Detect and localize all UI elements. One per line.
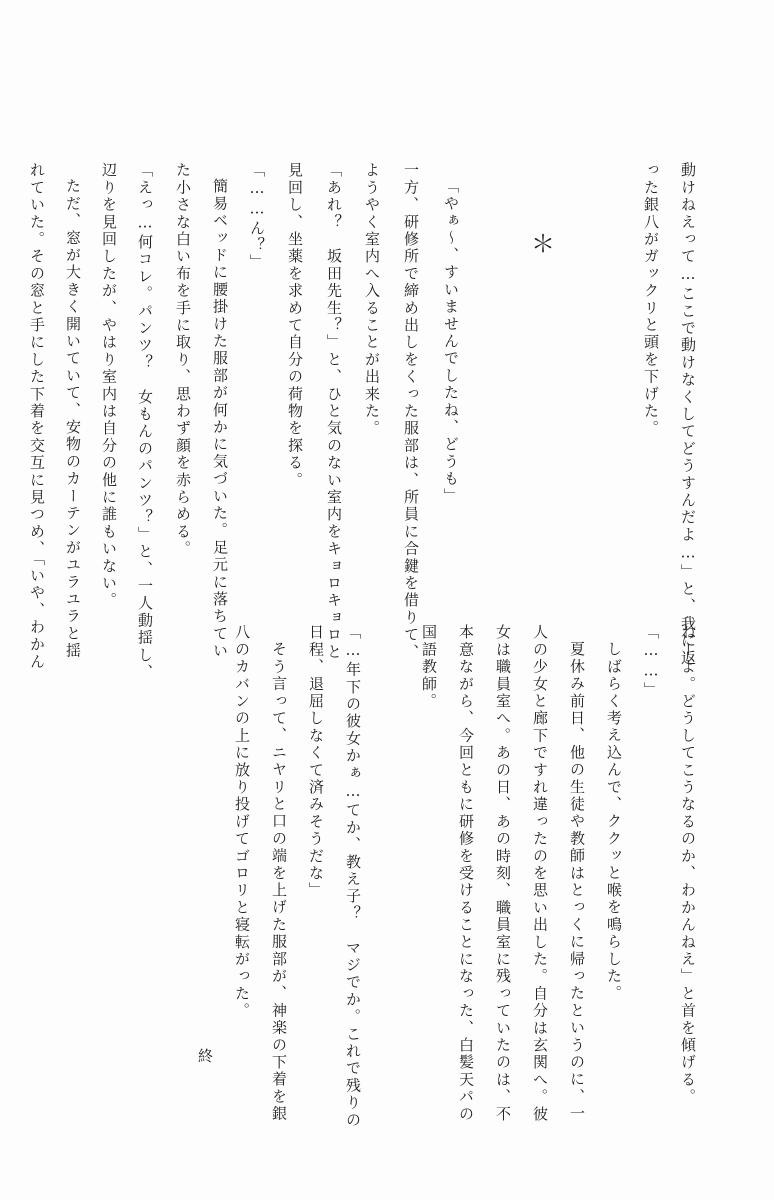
lower-line-3: しばらく考え込んで、ククッと喉を鳴らした。	[605, 641, 623, 1003]
lower-line-11: 日程、退屈しなくて済みそうだな」	[307, 624, 325, 900]
upper-line-2: った銀八がガックリと頭を下げた。	[642, 162, 660, 438]
lower-line-5: 人の少女と廊下ですれ違ったのを思い出した。自分は玄関へ。彼	[531, 624, 549, 1123]
end-mark: 終	[196, 1048, 214, 1063]
upper-line-6: 「やぁ〜、すいませんでしたね、どうも」	[442, 178, 460, 505]
upper-line-1: 動けねえって…ここで動けなくしてどうすんだよ…」と、我に返	[679, 162, 697, 667]
lower-line-6: 女は職員室へ。あの日、あの時刻、職員室に残っていたのは、不	[494, 624, 512, 1123]
upper-line-11: 「……ん？」	[248, 162, 266, 272]
upper-line-8: ようやく室内へ入ることが出来た。	[363, 162, 381, 438]
lower-line-8: 国語教師。	[420, 624, 438, 710]
lower-line-7: 本意ながら、今回ともに研修を受けることになった、白髪天パの	[457, 624, 475, 1123]
upper-line-13: た小さな白い布を手に取り、思わず顔を赤らめる。	[174, 162, 192, 558]
lower-line-12: そう言って、ニヤリと口の端を上げた服部が、神楽の下着を銀	[270, 641, 288, 1123]
upper-line-12: 簡易ベッドに腰掛けた服部が何かに気づいた。足元に落ちてい	[211, 178, 229, 660]
lower-line-1: ねーよ。どうしてこうなるのか、わかんねえ」と首を傾げる。	[679, 624, 697, 1106]
lower-line-10: 「…年下の彼女かぁ…てか、教え子？ マジでか。これで残りの	[344, 624, 362, 1129]
upper-line-15: 辺りを見回したが、やはり室内は自分の他に誰もいない。	[100, 162, 118, 610]
upper-line-16: ただ、窓が大きく開いていて、安物のカーテンがユラユラと揺	[64, 178, 82, 660]
upper-line-9: 「あれ？ 坂田先生？」と、ひと気のない室内をキョロキョロと	[325, 162, 343, 661]
lower-line-2: 「……」	[642, 624, 660, 699]
upper-line-7: 一方、研修所で締め出しをくった服部は、所員に合鍵を借りて、	[402, 162, 420, 661]
section-break: ＊	[531, 230, 555, 258]
lower-line-13: 八のカバンの上に放り投げてゴロリと寝転がった。	[233, 624, 251, 1020]
upper-line-10: 見回し、坐薬を求めて自分の荷物を探る。	[286, 162, 304, 489]
upper-line-14: 「えっ…何コレ。パンツ？ 女もんのパンツ？」と、一人動揺し、	[136, 162, 154, 681]
lower-line-4: 夏休み前日、他の生徒や教師はとっくに帰ったというのに、一	[568, 641, 586, 1123]
upper-line-17: れていた。その窓と手にした下着を交互に見つめ、「いや、わかん	[28, 162, 46, 671]
